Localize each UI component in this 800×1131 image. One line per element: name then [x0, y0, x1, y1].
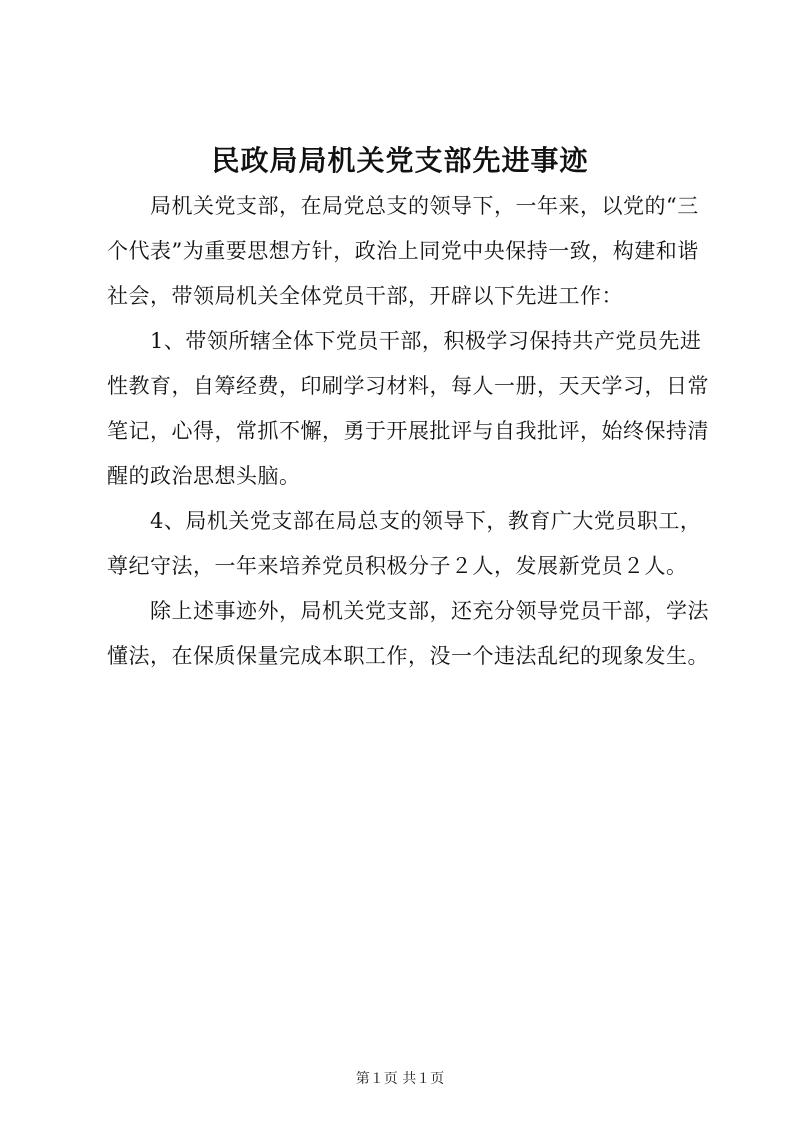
- paragraph-2-line-1: 1、带领所辖全体下党员干部，积极学习保持共产党员先进: [150, 329, 702, 353]
- paragraph-4-line-1: 除上述事迹外，局机关党支部，还充分领导党员干部，学法: [150, 599, 709, 623]
- paragraph-1-line-1: 局机关党支部，在局党总支的领导下，一年来，以党的“三: [150, 194, 699, 218]
- paragraph-4-line-2: 懂法，在保质保量完成本职工作，没一个违法乱纪的现象发生。: [107, 644, 709, 668]
- paragraph-3-line-2: 尊纪守法，一年来培养党员积极分子２人，发展新党员２人。: [107, 554, 688, 578]
- paragraph-3-line-1: 4、局机关党支部在局总支的领导下，教育广大党员职工，: [150, 509, 702, 533]
- paragraph-1-line-2: 个代表”为重要思想方针，政治上同党中央保持一致，构建和谐: [107, 239, 699, 263]
- document-title: 民政局局机关党支部先进事迹: [211, 144, 589, 177]
- document-body: [107, 184, 707, 679]
- paragraph-2-line-4: 醒的政治思想头脑。: [107, 464, 301, 488]
- paragraph-2-line-3: 笔记，心得，常抓不懈，勇于开展批评与自我批评，始终保持清: [107, 419, 709, 443]
- paragraph-1-line-3: 社会，带领局机关全体党员干部，开辟以下先进工作：: [107, 284, 623, 308]
- paragraph-2-line-2: 性教育，自筹经费，印刷学习材料，每人一册，天天学习，日常: [107, 374, 709, 398]
- page-footer: 第１页 共１页: [355, 1071, 445, 1087]
